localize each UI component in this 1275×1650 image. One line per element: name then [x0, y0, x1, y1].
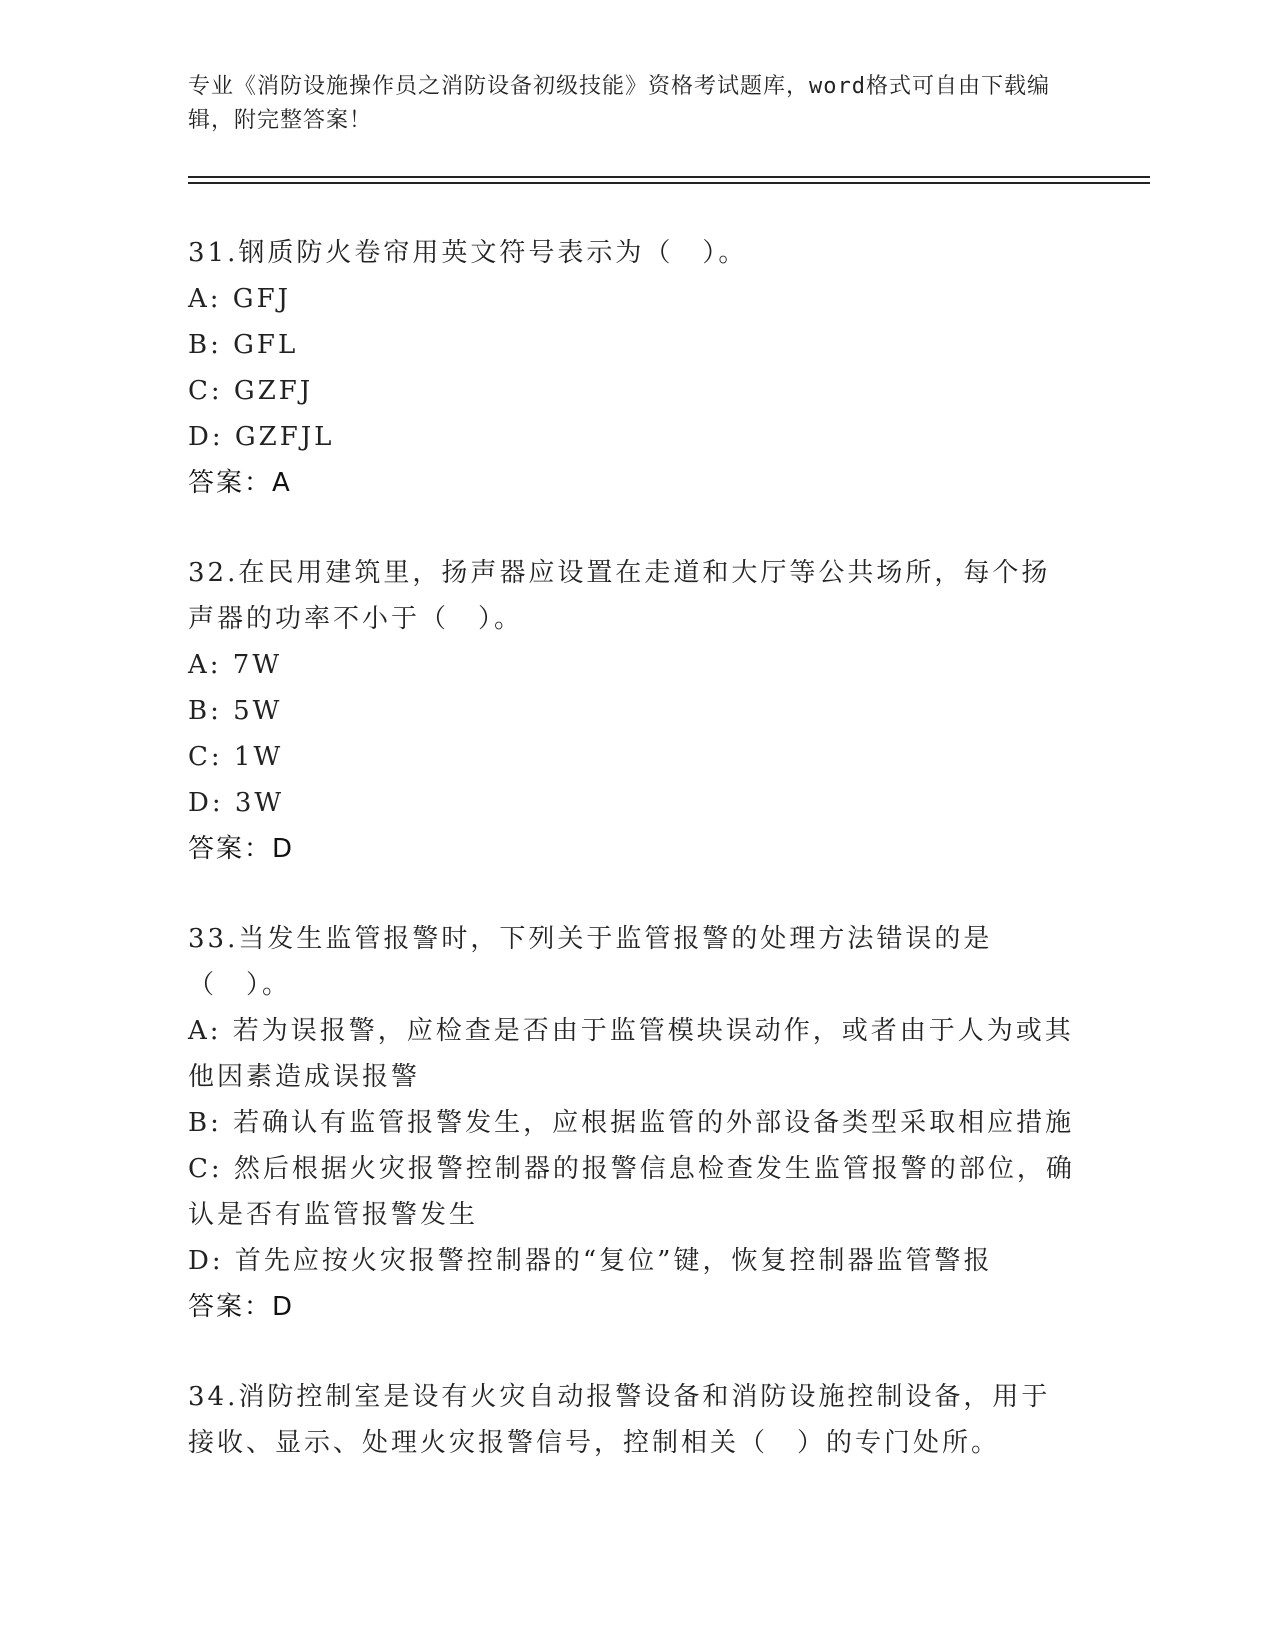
option-b: B: 5W	[188, 696, 283, 726]
option-a: A: GFJ	[188, 284, 292, 314]
question-stem: 31.钢质防火卷帘用英文符号表示为（ ）。	[188, 238, 748, 268]
answer-line: 答案：D	[188, 1292, 295, 1322]
question-34	[188, 1374, 1078, 1466]
question-list	[188, 230, 1078, 1510]
question-32	[188, 550, 1078, 872]
question-33	[188, 916, 1078, 1330]
option-b: B: 若确认有监管报警发生，应根据监管的外部设备类型采取相应措施	[188, 1108, 1075, 1138]
option-d: D: 首先应按火灾报警控制器的“复位”键，恢复控制器监管警报	[188, 1246, 993, 1276]
header-divider-top	[188, 176, 1150, 178]
question-31	[188, 230, 1078, 506]
option-c: C: 1W	[188, 742, 284, 772]
question-stem: 34.消防控制室是设有火灾自动报警设备和消防设施控制设备，用于接收、显示、处理火灾报警信号，控制相关（ ）的专门处所。	[188, 1382, 1051, 1458]
option-a: A: 若为误报警，应检查是否由于监管模块误动作，或者由于人为或其他因素造成误报警	[188, 1016, 1074, 1092]
question-stem: 33.当发生监管报警时，下列关于监管报警的处理方法错误的是（ ）。	[188, 924, 993, 1000]
option-b: B: GFL	[188, 330, 299, 360]
question-stem: 32.在民用建筑里，扬声器应设置在走道和大厅等公共场所，每个扬声器的功率不小于（ ）。	[188, 558, 1051, 634]
document-header: 专业《消防设施操作员之消防设备初级技能》资格考试题库，word格式可自由下载编辑，附完整答案！	[188, 74, 1050, 133]
option-c: C: GZFJ	[188, 376, 314, 406]
option-d: D: 3W	[188, 788, 285, 818]
header-divider-bottom	[188, 182, 1150, 184]
option-c: C: 然后根据火灾报警控制器的报警信息检查发生监管报警的部位，确认是否有监管报警发生	[188, 1154, 1075, 1230]
answer-line: 答案：A	[188, 468, 292, 498]
answer-line: 答案：D	[188, 834, 295, 864]
option-a: A: 7W	[188, 650, 283, 680]
option-d: D: GZFJL	[188, 422, 335, 452]
